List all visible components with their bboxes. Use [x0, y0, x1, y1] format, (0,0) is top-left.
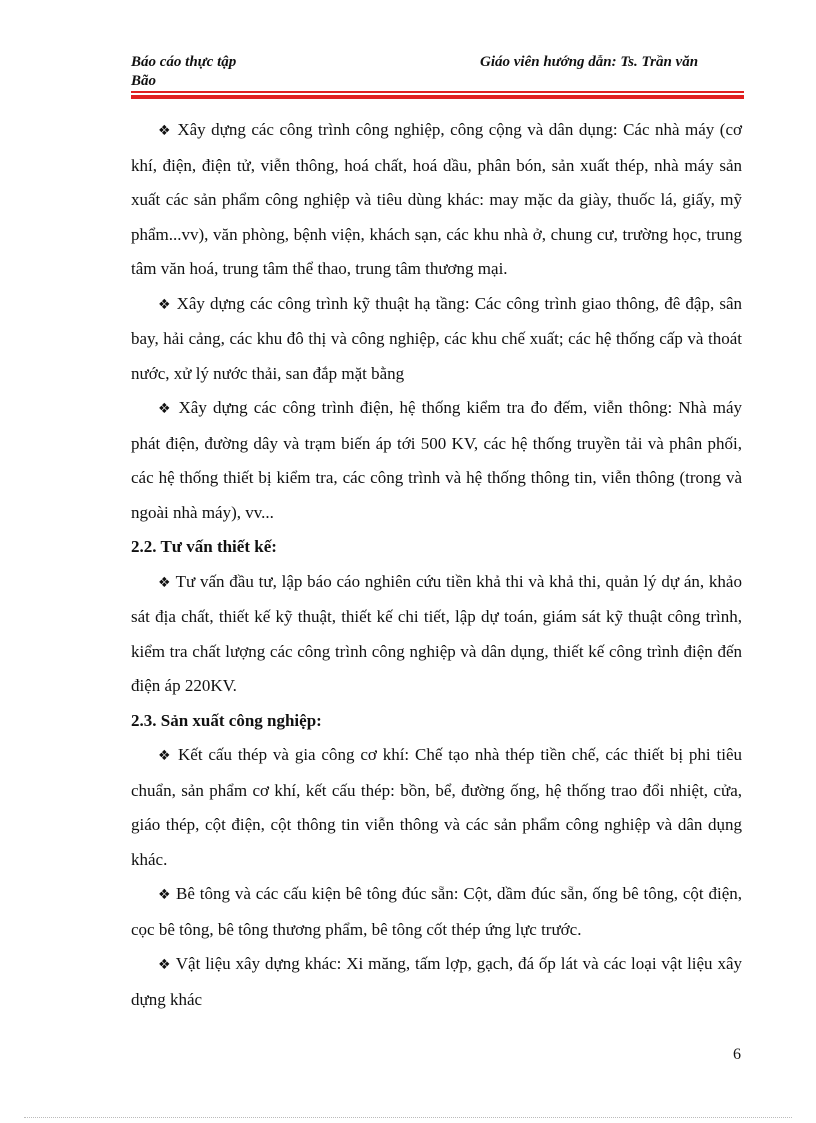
diamond-bullet-icon: ❖ [158, 296, 172, 313]
header-rule-thin [131, 91, 744, 93]
header-rule-thick [131, 95, 744, 99]
paragraph-text: Bê tông và các cấu kiện bê tông đúc sẵn: Cột, dầm đúc sẵn, ống bê tông, cột điện, cọc bê tông, bê tông thương phẩm, bê tông cốt thép ứng lực trước. [131, 884, 742, 939]
header-report-title-cont: Bão [131, 73, 157, 89]
diamond-bullet-icon: ❖ [158, 123, 172, 139]
section-heading: 2.3. Sản xuất công nghiệp: [131, 710, 322, 730]
diamond-bullet-icon: ❖ [158, 574, 172, 591]
paragraph [131, 391, 742, 530]
paragraph [131, 113, 742, 287]
section-heading: 2.2. Tư vấn thiết kế: [131, 537, 277, 556]
paragraph-text: Xây dựng các công trình kỹ thuật hạ tầng: Các công trình giao thông, đê đập, sân bay, hải cảng, các khu đô thị và công nghiệp, các khu chế xuất; các hệ thống cấp và thoát nước, xử lý nước thải, san đắp mặt bằng [131, 293, 742, 383]
diamond-bullet-icon: ❖ [158, 957, 172, 973]
page-body [131, 113, 742, 1017]
paragraph-text: Kết cấu thép và gia công cơ khí: Chế tạo nhà thép tiền chế, các thiết bị phi tiêu chuẩn, sản phẩm cơ khí, kết cấu thép: bồn, bể, đường ống, hệ thống trao đổi nhiệt, cửa, giáo thép, cột điện, cột thông tin viễn thông và các sản phẩm công nghiệp và dân dụng khác. [131, 745, 742, 869]
diamond-bullet-icon: ❖ [158, 748, 173, 764]
page-border-dotted [24, 1117, 792, 1118]
paragraph [131, 947, 742, 1017]
paragraph [131, 877, 742, 947]
paragraph [131, 287, 742, 392]
paragraph-text: Vật liệu xây dựng khác: Xi măng, tấm lợp, gạch, đá ốp lát và các loại vật liệu xây dựng khác [131, 954, 742, 1009]
header-supervisor: Giáo viên hướng dẫn: Ts. Trần văn [480, 54, 699, 70]
diamond-bullet-icon: ❖ [158, 401, 173, 417]
paragraph-text: Xây dựng các công trình điện, hệ thống kiểm tra đo đếm, viễn thông: Nhà máy phát điện, đường dây và trạm biến áp tới 500 KV, các hệ thống truyền tải và phân phối, các hệ thống thiết bị kiểm tra, các công trình và hệ thống thông tin, viễn thông (trong và ngoài nhà máy), vv... [131, 398, 743, 522]
header-report-title: Báo cáo thực tập [131, 54, 237, 70]
paragraph [131, 738, 742, 877]
header-left [131, 53, 236, 91]
diamond-bullet-icon: ❖ [158, 887, 172, 903]
page-number: 6 [733, 1046, 741, 1063]
paragraph-text: Tư vấn đầu tư, lập báo cáo nghiên cứu tiền khả thi và khả thi, quản lý dự án, khảo sát địa chất, thiết kế kỹ thuật, thiết kế chi tiết, lập dự toán, giám sát kỹ thuật công trình, kiểm tra chất lượng các công trình công nghiệp và dân dụng, thiết kế công trình điện đến điện áp 220KV. [131, 571, 742, 695]
paragraph [131, 565, 742, 704]
paragraph-text: Xây dựng các công trình công nghiệp, công cộng và dân dụng: Các nhà máy (cơ khí, điện, điện tử, viễn thông, hoá chất, hoá dầu, phân bón, sản xuất thép, nhà máy sản xuất các sản phẩm công nghiệp và tiêu dùng khác: may mặc da giày, thuốc lá, giấy, mỹ phẩm...vv), văn phòng, bệnh viện, khách sạn, các khu nhà ở, chung cư, trường học, trung tâm văn hoá, trung tâm thể thao, trung tâm thương mại. [131, 120, 743, 278]
